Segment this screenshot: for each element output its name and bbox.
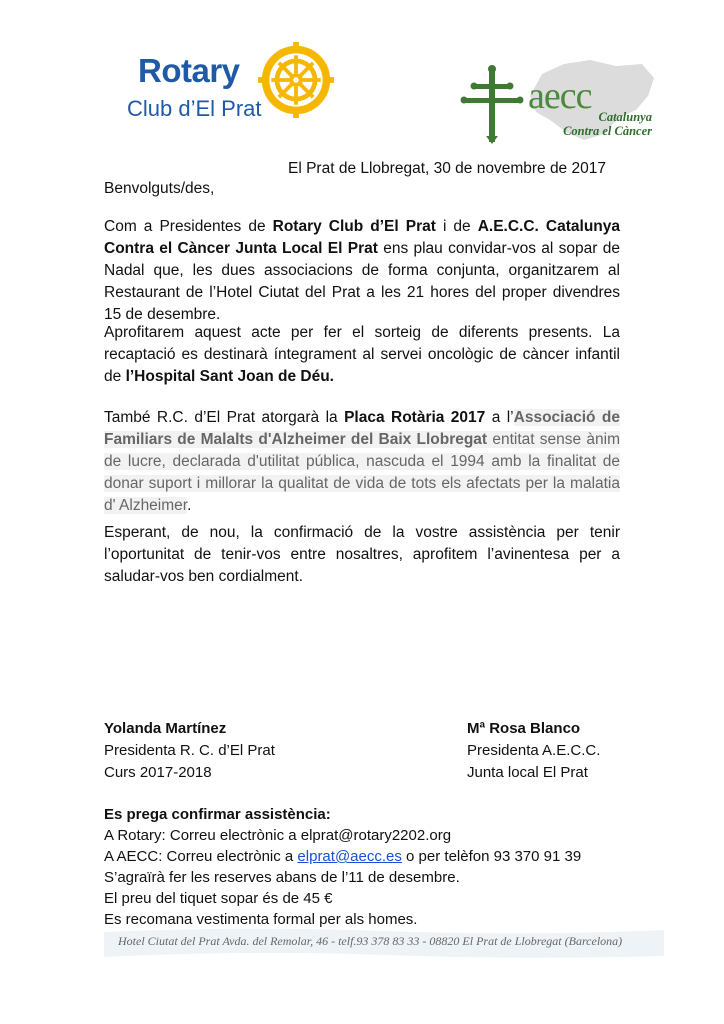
letter-greeting: Benvolguts/des, — [104, 180, 215, 197]
p2-text-a: Aprofitarem aquest acte per fer el sorteig de diferents presents. La recaptació es destinarà íntegrament al servei oncològic de càncer infantil de — [104, 324, 620, 385]
footer-address: Hotel Ciutat del Prat Avda. del Remolar, 46 - telf.93 378 83 33 - 08820 El Prat de Llobregat (Barcelona) — [118, 934, 623, 948]
aecc-cross-logo — [460, 64, 524, 144]
paragraph-invitation — [104, 216, 620, 326]
signature-right-term: Junta local El Prat — [467, 764, 588, 781]
aecc-logo-text: aecc — [528, 75, 592, 117]
confirm-heading: Es prega confirmar assistència: — [104, 806, 331, 823]
paragraph-closing: Esperant, de nou, la confirmació de la vostre assistència per tenir l’oportunitat de tenir-vos entre nosaltres, aprofitem l’avinentesa per a saludar-vos ben cordialment. — [104, 524, 620, 585]
aecc-subtitle-line1: Catalunya — [598, 110, 652, 124]
signature-left-term: Curs 2017-2018 — [104, 764, 212, 781]
confirm-dress: Es recomana vestimenta formal per als homes. — [104, 911, 418, 928]
confirm-aecc-line — [104, 846, 581, 867]
signature-right-name: Mª Rosa Blanco — [467, 720, 581, 737]
p3-association-desc: entitat sense ànim de lucre, declarada d'utilitat pública, nascuda el 1994 amb la finalitat de donar suport i millorar la qualitat de vida de tots els afectats per la malatia d' Alzheimer — [104, 431, 620, 514]
paragraph-award — [104, 407, 620, 517]
confirm-price: El preu del tiquet sopar és de 45 € — [104, 890, 333, 907]
signature-left — [104, 718, 275, 784]
p2-hospital: l’Hospital Sant Joan de Déu. — [125, 368, 334, 385]
p1-text-e: ens plau convidar-vos al sopar de Nadal que, les dues associacions de forma conjunta, organitzarem al Restaurant de l’Hotel Ciutat del Prat a les 21 hores del proper divendres 15 de desembre. — [104, 240, 620, 323]
signature-right — [467, 718, 600, 784]
signature-left-name: Yolanda Martínez — [104, 720, 227, 737]
p1-text-a: Com a Presidentes de — [104, 218, 273, 235]
p3-association: Associació de Familiars de Malalts d'Alzheimer del Baix Llobregat — [104, 409, 620, 448]
p1-aecc-name: A.E.C.C. Catalunya Contra el Càncer Junta Local El Prat — [104, 218, 620, 257]
p3-text-c: a l’ — [485, 409, 514, 426]
rotary-logo-text: Rotary — [138, 52, 240, 89]
p1-text-c: i de — [435, 218, 478, 235]
signature-right-role: Presidenta A.E.C.C. — [467, 742, 601, 759]
confirm-aecc-pre: A AECC: Correu electrònic a — [104, 848, 298, 865]
p3-placa: Placa Rotària 2017 — [344, 409, 486, 426]
confirm-aecc-post: o per telèfon 93 370 91 39 — [401, 848, 582, 865]
p1-rotary-club: Rotary Club d’El Prat — [272, 218, 436, 235]
aecc-logo-subtitle — [540, 110, 652, 138]
confirm-rotary-line: A Rotary: Correu electrònic a elprat@rotary2202.org — [104, 827, 452, 844]
aecc-email-link[interactable]: elprat@aecc.es — [297, 848, 402, 865]
p3-text-a: També R.C. d’El Prat atorgarà la — [104, 409, 345, 426]
rotary-wheel-logo — [258, 42, 334, 118]
signature-left-role: Presidenta R. C. d’El Prat — [104, 742, 275, 759]
confirm-reserve: S’agraïrà fer les reserves abans de l’11 de desembre. — [104, 869, 460, 886]
confirmation-block — [104, 804, 581, 930]
p3-text-f: . — [187, 497, 192, 514]
rotary-club-name: Club d’El Prat — [127, 96, 262, 121]
aecc-subtitle-line2: Contra el Càncer — [563, 124, 652, 138]
letter-date: El Prat de Llobregat, 30 de novembre de 2017 — [288, 160, 606, 177]
paragraph-raffle — [104, 322, 620, 388]
